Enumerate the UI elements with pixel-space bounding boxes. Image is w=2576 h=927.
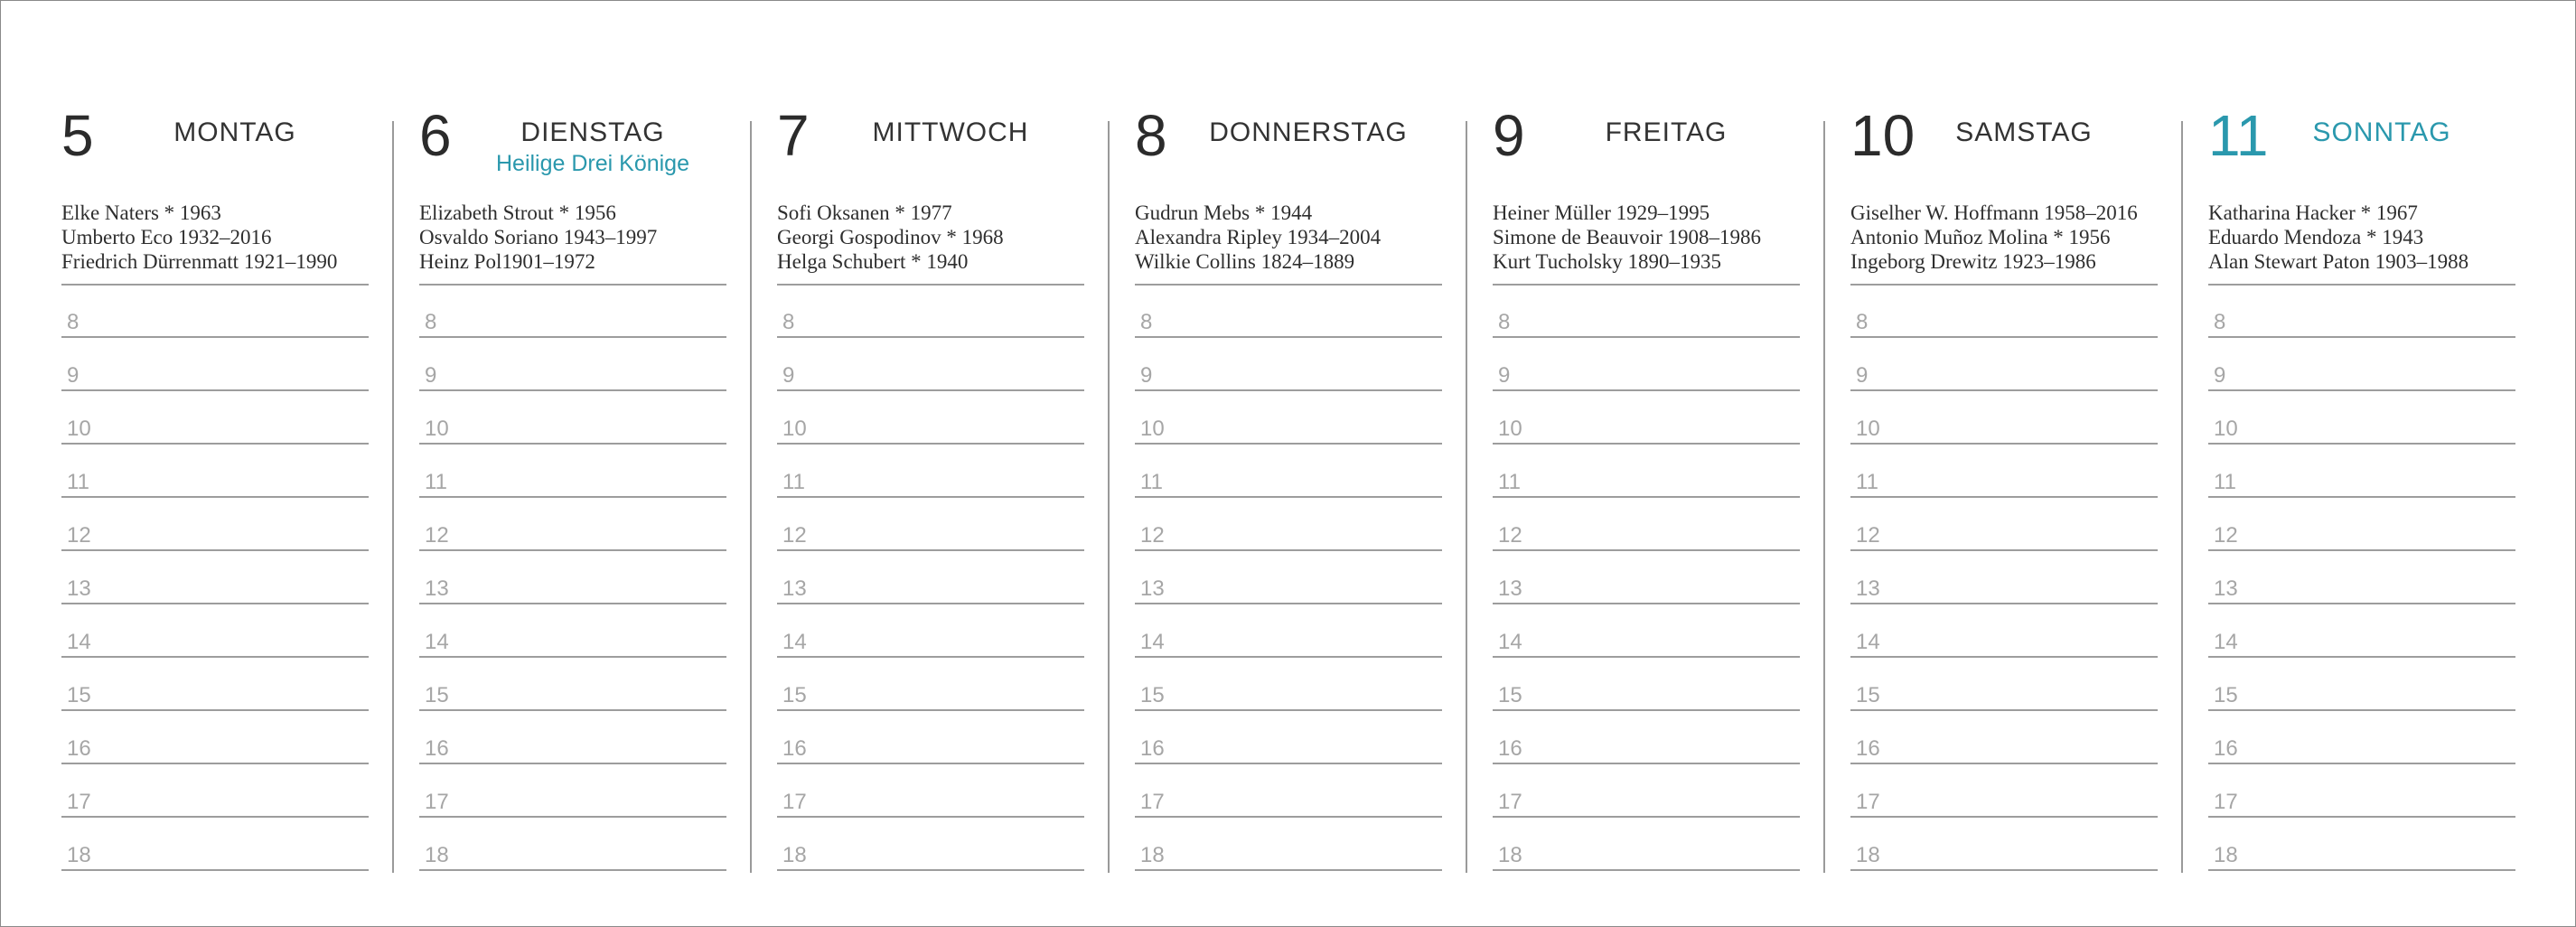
hour-slot[interactable] <box>1135 818 1442 871</box>
hour-label: 17 <box>67 790 91 814</box>
hour-label: 14 <box>782 630 807 654</box>
birthday-entry: Heinz Pol1901–1972 <box>419 250 595 273</box>
hour-slot[interactable] <box>777 764 1084 818</box>
hour-slot[interactable] <box>2208 391 2515 445</box>
hour-label: 16 <box>425 736 449 761</box>
hour-label: 10 <box>2214 417 2238 441</box>
hour-slot[interactable] <box>2208 604 2515 658</box>
hour-slot[interactable] <box>1850 818 2158 871</box>
hour-label: 14 <box>67 630 91 654</box>
column-divider <box>1466 121 1467 873</box>
hour-label: 12 <box>1140 523 1165 548</box>
hour-label: 15 <box>425 683 449 707</box>
hour-label: 16 <box>1856 736 1880 761</box>
hour-label: 11 <box>425 470 447 494</box>
hour-label: 12 <box>1498 523 1522 548</box>
hour-slot[interactable] <box>1135 338 1442 391</box>
hour-label: 8 <box>1856 310 1869 334</box>
holiday-label: Heilige Drei Könige <box>495 151 689 176</box>
hour-slot[interactable] <box>2208 711 2515 764</box>
day-number: 7 <box>777 103 810 168</box>
birthday-entry: Helga Schubert * 1940 <box>777 250 969 273</box>
day-number: 5 <box>61 103 94 168</box>
hour-slot[interactable] <box>61 551 369 604</box>
hour-slot[interactable] <box>1493 284 1800 338</box>
birthday-list <box>777 201 1084 274</box>
hour-label: 18 <box>67 843 91 867</box>
hour-slot[interactable] <box>1850 284 2158 338</box>
birthday-entry: Simone de Beauvoir 1908–1986 <box>1493 226 1762 248</box>
hour-slot[interactable] <box>777 391 1084 445</box>
birthday-entry: Kurt Tucholsky 1890–1935 <box>1493 250 1722 273</box>
hour-label: 11 <box>2214 470 2236 494</box>
hour-label: 16 <box>2214 736 2238 761</box>
birthday-entry: Georgi Gospodinov * 1968 <box>777 226 1004 248</box>
hour-label: 18 <box>1140 843 1165 867</box>
day-number: 11 <box>2208 103 2269 168</box>
birthday-list <box>1850 201 2158 274</box>
birthday-entry: Umberto Eco 1932–2016 <box>61 226 272 248</box>
hour-label: 11 <box>1498 470 1521 494</box>
hour-label: 17 <box>1498 790 1522 814</box>
hour-label: 13 <box>1856 576 1880 601</box>
hour-slot[interactable] <box>2208 445 2515 498</box>
day-name: DONNERSTAG <box>1209 117 1408 147</box>
day-number: 9 <box>1493 103 1525 168</box>
hour-label: 10 <box>1140 417 1165 441</box>
hour-slot[interactable] <box>2208 338 2515 391</box>
hour-slots <box>1135 284 1442 871</box>
hour-slot[interactable] <box>61 284 369 338</box>
hour-slot[interactable] <box>61 338 369 391</box>
hour-label: 17 <box>1856 790 1880 814</box>
hour-slot[interactable] <box>1850 658 2158 711</box>
hour-slot[interactable] <box>1135 604 1442 658</box>
birthday-entry: Antonio Muñoz Molina * 1956 <box>1850 226 2111 248</box>
hour-slot[interactable] <box>2208 658 2515 711</box>
hour-label: 9 <box>425 363 437 388</box>
hour-slot[interactable] <box>2208 764 2515 818</box>
hour-slot[interactable] <box>1135 284 1442 338</box>
birthday-entry: Friedrich Dürrenmatt 1921–1990 <box>61 250 338 273</box>
hour-label: 18 <box>1498 843 1522 867</box>
day-number: 10 <box>1850 103 1916 168</box>
hour-slot[interactable] <box>1850 604 2158 658</box>
hour-label: 9 <box>1140 363 1153 388</box>
hour-slot[interactable] <box>1850 551 2158 604</box>
day-column-dienstag <box>358 0 716 927</box>
day-column-mittwoch <box>716 0 1073 927</box>
hour-slot[interactable] <box>419 338 726 391</box>
hour-label: 15 <box>67 683 91 707</box>
hour-slot[interactable] <box>2208 818 2515 871</box>
hour-label: 14 <box>1140 630 1165 654</box>
hour-slot[interactable] <box>1493 711 1800 764</box>
birthday-entry: Elizabeth Strout * 1956 <box>419 201 616 224</box>
hour-label: 18 <box>1856 843 1880 867</box>
hour-label: 14 <box>1498 630 1522 654</box>
hour-slot[interactable] <box>419 604 726 658</box>
hour-label: 8 <box>1140 310 1153 334</box>
day-name: SONNTAG <box>2312 117 2451 147</box>
birthday-entry: Alan Stewart Paton 1903–1988 <box>2208 250 2469 273</box>
day-number: 6 <box>419 103 452 168</box>
hour-slot[interactable] <box>1850 445 2158 498</box>
hour-label: 10 <box>1498 417 1522 441</box>
hour-label: 12 <box>67 523 91 548</box>
hour-label: 14 <box>2214 630 2238 654</box>
birthday-list <box>2208 201 2515 274</box>
hour-slot[interactable] <box>777 498 1084 551</box>
hour-slot[interactable] <box>1135 391 1442 445</box>
hour-label: 8 <box>2214 310 2226 334</box>
hour-slot[interactable] <box>777 818 1084 871</box>
day-column-samstag <box>1789 0 2147 927</box>
hour-slot[interactable] <box>1135 658 1442 711</box>
birthday-entry: Sofi Oksanen * 1977 <box>777 201 952 224</box>
birthday-list <box>61 201 369 274</box>
column-divider <box>392 121 394 873</box>
hour-label: 9 <box>1498 363 1511 388</box>
hour-slot[interactable] <box>1850 338 2158 391</box>
hour-label: 13 <box>2214 576 2238 601</box>
hour-label: 15 <box>782 683 807 707</box>
birthday-entry: Giselher W. Hoffmann 1958–2016 <box>1850 201 2138 224</box>
birthday-entry: Heiner Müller 1929–1995 <box>1493 201 1710 224</box>
hour-label: 13 <box>782 576 807 601</box>
hour-label: 10 <box>425 417 449 441</box>
hour-label: 8 <box>67 310 80 334</box>
hour-slot[interactable] <box>1850 764 2158 818</box>
hour-slot[interactable] <box>1135 551 1442 604</box>
hour-slot[interactable] <box>419 764 726 818</box>
column-divider <box>750 121 752 873</box>
hour-slot[interactable] <box>1493 338 1800 391</box>
day-name: MITTWOCH <box>872 117 1029 147</box>
hour-label: 8 <box>1498 310 1511 334</box>
hour-slot[interactable] <box>419 391 726 445</box>
hour-slot[interactable] <box>61 445 369 498</box>
hour-label: 15 <box>1856 683 1880 707</box>
hour-slot[interactable] <box>419 498 726 551</box>
hour-slot[interactable] <box>419 284 726 338</box>
hour-label: 9 <box>782 363 795 388</box>
day-name: DIENSTAG <box>520 117 665 147</box>
hour-slot[interactable] <box>1850 711 2158 764</box>
hour-slot[interactable] <box>1493 391 1800 445</box>
birthday-list <box>1493 201 1800 274</box>
hour-label: 15 <box>2214 683 2238 707</box>
hour-slot[interactable] <box>61 604 369 658</box>
hour-label: 17 <box>2214 790 2238 814</box>
hour-label: 11 <box>782 470 805 494</box>
hour-label: 13 <box>1140 576 1165 601</box>
column-divider <box>1823 121 1825 873</box>
hour-slot[interactable] <box>777 658 1084 711</box>
hour-slot[interactable] <box>61 658 369 711</box>
hour-label: 18 <box>425 843 449 867</box>
hour-label: 16 <box>1140 736 1165 761</box>
hour-slot[interactable] <box>777 711 1084 764</box>
hour-label: 17 <box>425 790 449 814</box>
day-column-sonntag <box>2147 0 2505 927</box>
hour-label: 9 <box>1856 363 1869 388</box>
hour-slot[interactable] <box>419 445 726 498</box>
hour-slot[interactable] <box>1493 498 1800 551</box>
hour-label: 18 <box>2214 843 2238 867</box>
hour-slots <box>419 284 726 871</box>
birthday-entry: Alexandra Ripley 1934–2004 <box>1135 226 1382 248</box>
hour-slot[interactable] <box>1135 764 1442 818</box>
hour-label: 10 <box>782 417 807 441</box>
hour-label: 16 <box>782 736 807 761</box>
hour-label: 15 <box>1498 683 1522 707</box>
hour-label: 9 <box>2214 363 2226 388</box>
hour-label: 17 <box>782 790 807 814</box>
hour-label: 13 <box>67 576 91 601</box>
hour-label: 10 <box>1856 417 1880 441</box>
hour-slot[interactable] <box>419 658 726 711</box>
hour-slot[interactable] <box>2208 498 2515 551</box>
hour-slot[interactable] <box>2208 551 2515 604</box>
hour-slot[interactable] <box>61 711 369 764</box>
hour-label: 12 <box>2214 523 2238 548</box>
hour-slot[interactable] <box>777 551 1084 604</box>
day-name: FREITAG <box>1605 117 1728 147</box>
hour-label: 16 <box>1498 736 1522 761</box>
birthday-entry: Gudrun Mebs * 1944 <box>1135 201 1313 224</box>
hour-slot[interactable] <box>61 391 369 445</box>
hour-label: 14 <box>425 630 449 654</box>
day-column-montag <box>0 0 358 927</box>
hour-slot[interactable] <box>1493 551 1800 604</box>
hour-label: 12 <box>1856 523 1880 548</box>
day-name: MONTAG <box>173 117 296 147</box>
hour-slots <box>2208 284 2515 871</box>
column-divider <box>1108 121 1110 873</box>
hour-slots <box>1493 284 1800 871</box>
hour-slots <box>777 284 1084 871</box>
hour-slot[interactable] <box>777 604 1084 658</box>
hour-slot[interactable] <box>1135 711 1442 764</box>
hour-slot[interactable] <box>61 764 369 818</box>
hour-label: 15 <box>1140 683 1165 707</box>
hour-label: 8 <box>782 310 795 334</box>
column-divider <box>2181 121 2183 873</box>
hour-slot[interactable] <box>1135 445 1442 498</box>
birthday-entry: Eduardo Mendoza * 1943 <box>2208 226 2424 248</box>
hour-label: 18 <box>782 843 807 867</box>
hour-slot[interactable] <box>1493 764 1800 818</box>
hour-slot[interactable] <box>777 284 1084 338</box>
hour-slot[interactable] <box>1850 391 2158 445</box>
hour-label: 11 <box>1856 470 1878 494</box>
day-number: 8 <box>1135 103 1167 168</box>
birthday-list <box>1135 201 1442 274</box>
hour-label: 13 <box>425 576 449 601</box>
hour-slot[interactable] <box>777 338 1084 391</box>
hour-slot[interactable] <box>61 498 369 551</box>
hour-slot[interactable] <box>2208 284 2515 338</box>
birthday-entry: Katharina Hacker * 1967 <box>2208 201 2418 224</box>
day-column-donnerstag <box>1073 0 1431 927</box>
hour-label: 10 <box>67 417 91 441</box>
hour-slot[interactable] <box>1135 498 1442 551</box>
hour-label: 12 <box>782 523 807 548</box>
hour-slot[interactable] <box>1493 604 1800 658</box>
hour-slot[interactable] <box>1493 445 1800 498</box>
hour-slot[interactable] <box>1493 818 1800 871</box>
hour-label: 14 <box>1856 630 1880 654</box>
hour-label: 12 <box>425 523 449 548</box>
birthday-entry: Osvaldo Soriano 1943–1997 <box>419 226 658 248</box>
birthday-entry: Elke Naters * 1963 <box>61 201 221 224</box>
day-column-freitag <box>1431 0 1789 927</box>
birthday-entry: Wilkie Collins 1824–1889 <box>1135 250 1355 273</box>
hour-label: 11 <box>1140 470 1163 494</box>
hour-slot[interactable] <box>61 818 369 871</box>
hour-slot[interactable] <box>419 551 726 604</box>
hour-label: 13 <box>1498 576 1522 601</box>
hour-slot[interactable] <box>1493 658 1800 711</box>
hour-slots <box>61 284 369 871</box>
hour-label: 8 <box>425 310 437 334</box>
hour-slots <box>1850 284 2158 871</box>
hour-label: 16 <box>67 736 91 761</box>
hour-label: 17 <box>1140 790 1165 814</box>
birthday-entry: Ingeborg Drewitz 1923–1986 <box>1850 250 2096 273</box>
day-name: SAMSTAG <box>1955 117 2093 147</box>
birthday-list <box>419 201 726 274</box>
hour-label: 9 <box>67 363 80 388</box>
hour-slot[interactable] <box>419 711 726 764</box>
hour-label: 11 <box>67 470 89 494</box>
hour-slot[interactable] <box>1850 498 2158 551</box>
hour-slot[interactable] <box>777 445 1084 498</box>
hour-slot[interactable] <box>419 818 726 871</box>
